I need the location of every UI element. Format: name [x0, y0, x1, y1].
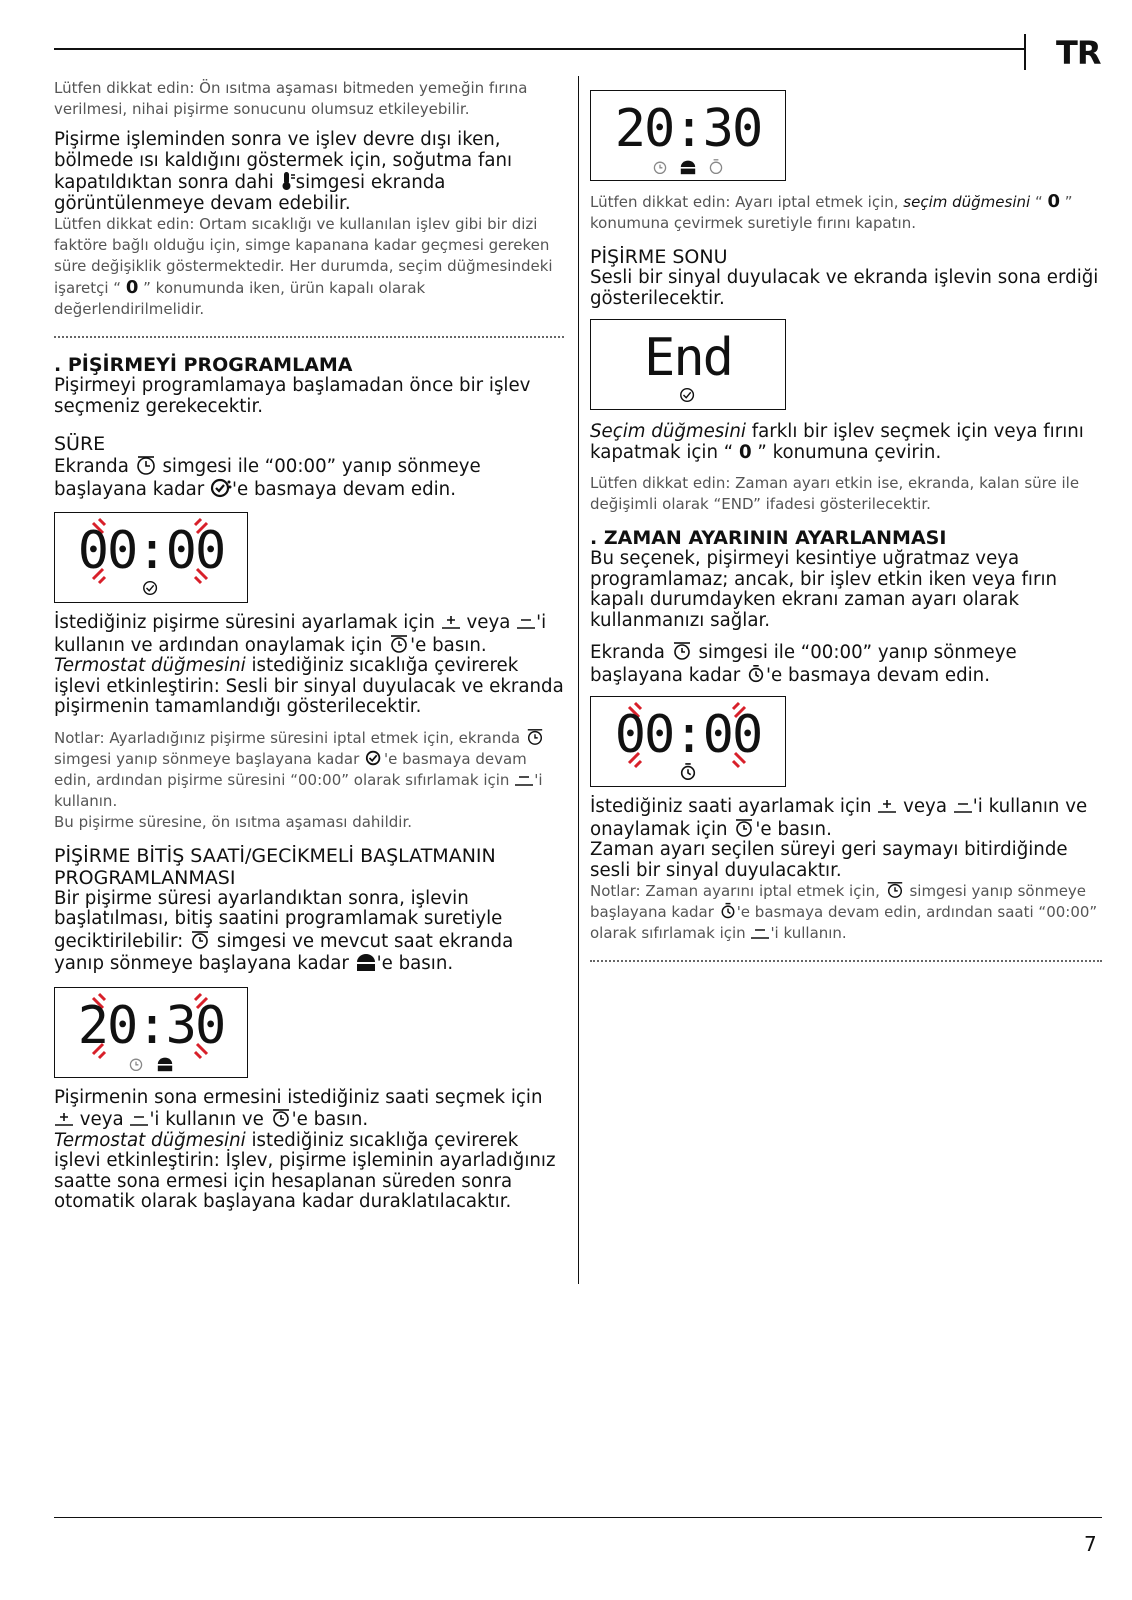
subheading-cooking-end: PİŞİRME SONU: [590, 246, 728, 268]
plus-button-icon: [877, 797, 897, 815]
minus-button-icon: [514, 770, 534, 788]
header-tick: [1024, 34, 1026, 70]
end-time-instruction: Bir pişirme süresi ayarlandıktan sonra, işlevin başlatılması, bitiş saatini programlamak suretiyle geciktirilebilir: simgesi ve mevcut saat ekranda yanıp sönmeye başlayana kadar 'e basın.: [54, 887, 514, 974]
left-column: [54, 78, 564, 1213]
end-alternate-note: Lütfen dikkat edin: Zaman ayarı etkin ise, ekranda, kalan süre ile değişimli olarak “END” ifadesi gösterilecektir.: [590, 474, 1080, 513]
duration-notes: Notlar: Ayarladığınız pişirme süresini iptal etmek için, ekranda simgesi yanıp sönmeye başlayana kadar 'e basmaya devam edin, ardından pişirme süresini “00:00” olarak sıfırlamak için 'i kullanın. Bu pişirme süresine, ön ısıtma aşaması dahildir.: [54, 728, 564, 833]
plus-button-icon: [54, 1110, 74, 1128]
heading-programming: . PİŞİRMEYİ PROGRAMLAMA: [54, 354, 353, 376]
clock-icon: [388, 634, 410, 654]
cooking-end-instruction: Seçim düğmesini farklı bir işlev seçmek için veya fırını kapatmak için “ 0 ” konumuna çevirin.: [590, 421, 1084, 463]
clock-check-icon: [210, 478, 232, 498]
display-end-time-static: [590, 90, 786, 181]
clock-icon: [189, 930, 211, 950]
timer-instruction: Ekranda simgesi ile “00:00” yanıp sönmeye başlayana kadar 'e basmaya devam edin.: [590, 642, 1017, 686]
timer-intro: Bu seçenek, pişirmeyi kesintiye uğratmaz veya programlamaz; ancak, bir işlev etkin iken veya fırın kapalı durumdayken ekranı zaman ayarı olarak kullanmanızı sağlar.: [590, 548, 1058, 631]
heading-timer: . ZAMAN AYARININ AYARLANMASI: [590, 527, 947, 549]
cancel-note: Lütfen dikkat edin: Ayarı iptal etmek için, seçim düğmesini “ 0 ” konumuna çevirmek suretiyle fırını kapatın.: [590, 191, 1073, 232]
minus-button-icon: [129, 1110, 149, 1128]
preheat-note: Lütfen dikkat edin: Ön ısıtma aşaması bitmeden yemeğin fırına verilmesi, nihai pişirme sonucunu olumsuz etkileyebilir.: [54, 79, 528, 118]
language-label: TR: [1056, 34, 1101, 72]
display-readout: 00:00: [77, 521, 225, 581]
clock-icon: [885, 881, 905, 899]
clock-icon: [671, 641, 693, 661]
footer-rule: [54, 1517, 1102, 1518]
residual-heat-paragraph: Pişirme işleminden sonra ve işlev devre dışı iken, bölmede ısı kaldığını göstermek için, soğutma fanı kapatıldıktan sonra dahi simgesi ekranda görüntülenmeye devam edebilir.: [54, 129, 513, 214]
plus-button-icon: [441, 613, 461, 631]
header-rule: [54, 48, 1026, 50]
end-time-set-paragraph: Pişirmenin sona ermesini istediğiniz saati seçmek için veya 'i kullanın ve 'e basın. Termostat düğmesini istediğiniz sıcaklığa çevirerek işlevi etkinleştirin: İşlev, pişirme işleminin ayarladığınız saatte sona ermesi için hesaplanan süreden sonra otomatik olarak başlayana kadar duraklatılacaktır.: [54, 1086, 556, 1212]
display-readout: End: [644, 328, 732, 388]
display-readout: 20:30: [77, 995, 225, 1056]
minus-button-icon: [750, 923, 770, 941]
cooking-end-paragraph: Sesli bir sinyal duyulacak ve ekranda işlevin sona erdiği gösterilecektir.: [590, 267, 1099, 309]
clock-icon: [651, 159, 669, 175]
end-icon: [155, 1056, 175, 1072]
timer-icon: [678, 763, 698, 781]
clock-icon: [270, 1108, 292, 1128]
page-number: 7: [1084, 1532, 1097, 1556]
display-timer: [590, 696, 786, 787]
clock-check-icon: [364, 749, 384, 767]
duration-instruction: Ekranda simgesi ile “00:00” yanıp sönmeye başlayana kadar 'e basmaya devam edin.: [54, 456, 481, 500]
timer-notes: Notlar: Zaman ayarını iptal etmek için, simgesi yanıp sönmeye başlayana kadar 'e basmaya devam edin, ardından saati “00:00” olarak sıfırlamak için 'i kullanın.: [590, 882, 1098, 942]
clock-icon: [127, 1056, 145, 1072]
subheading-end-time: PİŞİRME BİTİŞ SAATİ/GECİKMELİ BAŞLATMANIN PROGRAMLANMASI: [54, 844, 496, 889]
clock-check-icon: [678, 386, 698, 404]
clock-icon: [733, 818, 755, 838]
display-end: [590, 319, 786, 410]
end-icon: [678, 159, 698, 175]
timer-set-paragraph: İstediğiniz saati ayarlamak için veya 'i kullanın ve onaylamak için 'e basın. Zaman ayarı seçilen süreyi geri saymayı bitirdiğinde sesli bir sinyal duyulacaktır.: [590, 796, 1088, 881]
display-readout: 00:00: [614, 705, 762, 765]
minus-button-icon: [953, 797, 973, 815]
timer-icon: [719, 902, 737, 920]
programming-intro: Pişirmeyi programlamaya başlamadan önce bir işlev seçmeniz gerekecektir.: [54, 375, 531, 417]
end-icon: [355, 952, 377, 972]
section-divider: [590, 960, 1102, 962]
timer-icon: [707, 159, 725, 175]
residual-heat-icon: [280, 171, 296, 191]
minus-button-icon: [516, 613, 536, 631]
right-column: [590, 90, 1102, 962]
clock-icon: [525, 728, 545, 746]
timer-icon: [746, 664, 766, 684]
display-readout: 20:30: [614, 99, 762, 159]
clock-check-icon: [141, 579, 161, 597]
column-divider: [578, 76, 579, 1284]
clock-icon: [135, 455, 157, 475]
ambient-note: Lütfen dikkat edin: Ortam sıcaklığı ve kullanılan işlev gibi bir dizi faktöre bağlı olduğu için, simge kapanana kadar geçmesi gereken süre değişiklik göstermektedir. Her durumda, seçim düğmesindeki işaretçi “ 0 ” konumunda iken, ürün kapalı olarak değerlendirilmelidir.: [54, 215, 553, 318]
display-duration: [54, 512, 248, 603]
subheading-duration: SÜRE: [54, 433, 106, 455]
duration-set-paragraph: İstediğiniz pişirme süresini ayarlamak için veya 'i kullanın ve ardından onaylamak için 'e basın. Termostat düğmesini istediğiniz sıcaklığa çevirerek işlevi etkinleştirin: Sesli bir sinyal duyulacak ve ekranda pişirmenin tamamlandığı gösterilecektir.: [54, 612, 564, 717]
display-end-time: [54, 987, 248, 1078]
